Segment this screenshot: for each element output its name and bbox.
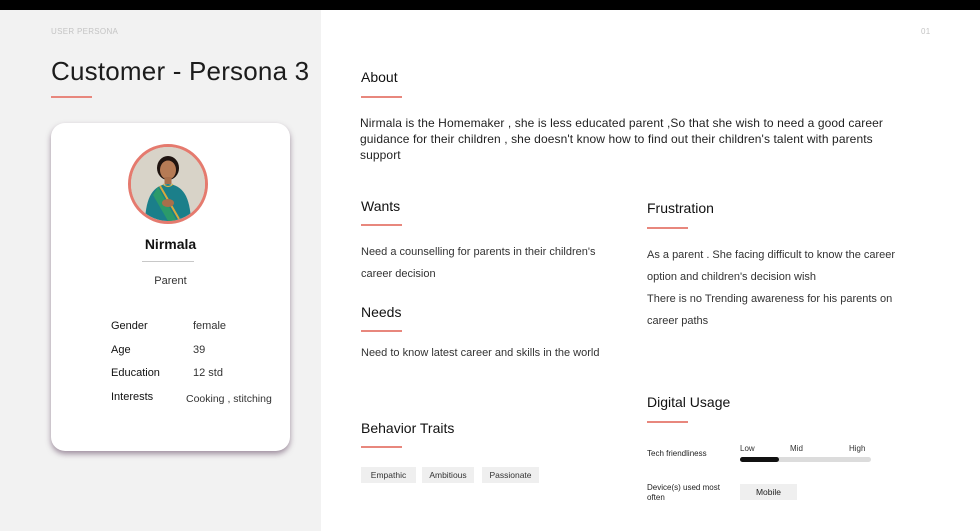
detail-key-education: Education [111, 367, 160, 379]
devices-label-line-2: often [647, 493, 665, 502]
title-underline [51, 96, 92, 98]
digital-heading: Digital Usage [647, 394, 731, 410]
detail-value-gender: female [193, 320, 227, 332]
frustration-line-1: As a parent . She facing difficult to know the career [647, 249, 896, 261]
scale-label-high: High [849, 444, 866, 453]
avatar [128, 144, 208, 224]
frustration-line-3: There is no Trending awareness for his parents on [647, 293, 893, 305]
detail-value-interests: Cooking , stitching [186, 393, 272, 405]
tech-friendliness-bar [740, 457, 871, 462]
section-label: USER PERSONA [51, 27, 119, 36]
behavior-underline [361, 446, 402, 448]
scale-label-low: Low [740, 444, 755, 453]
frustration-line-4: career paths [647, 315, 709, 327]
about-text: Nirmala is the Homemaker , she is less educated parent ,So that she wish to need a good career guidance for their children , she doesn't know how to find out their children's talent with parents support [360, 116, 884, 162]
name-divider [142, 261, 194, 262]
top-black-bar [0, 0, 980, 10]
needs-line-1: Need to know latest career and skills in the world [361, 347, 600, 359]
behavior-heading: Behavior Traits [361, 420, 455, 436]
persona-role: Parent [154, 275, 187, 287]
detail-key-interests: Interests [111, 391, 154, 403]
detail-key-gender: Gender [111, 320, 148, 332]
tech-friendliness-fill [740, 457, 779, 462]
profile-card [51, 123, 290, 451]
wants-underline [361, 224, 402, 226]
trait-chip-passionate: Passionate [482, 467, 539, 483]
device-chip-mobile: Mobile [740, 484, 797, 500]
detail-value-age: 39 [193, 344, 206, 356]
persona-name: Nirmala [144, 236, 197, 252]
trait-chip-ambitious: Ambitious [422, 467, 474, 483]
digital-underline [647, 421, 688, 423]
about-heading: About [361, 69, 398, 85]
devices-label-line-1: Device(s) used most [647, 483, 720, 492]
wants-heading: Wants [361, 198, 401, 214]
about-underline [361, 96, 402, 98]
needs-underline [361, 330, 402, 332]
frustration-underline [647, 227, 688, 229]
woman-in-saree-photo [131, 147, 205, 221]
page-number: 01 [921, 27, 931, 36]
detail-key-age: Age [111, 344, 131, 356]
frustration-line-2: option and children's decision wish [647, 271, 817, 283]
needs-heading: Needs [361, 304, 402, 320]
trait-chip-empathic: Empathic [361, 467, 416, 483]
tech-friendliness-label: Tech friendliness [647, 449, 707, 458]
page-title: Customer - Persona 3 [51, 56, 310, 86]
frustration-heading: Frustration [647, 200, 714, 216]
scale-label-mid: Mid [790, 444, 803, 453]
wants-line-1: Need a counselling for parents in their children's [361, 246, 596, 258]
detail-value-education: 12 std [193, 367, 223, 379]
wants-line-2: career decision [361, 268, 436, 280]
